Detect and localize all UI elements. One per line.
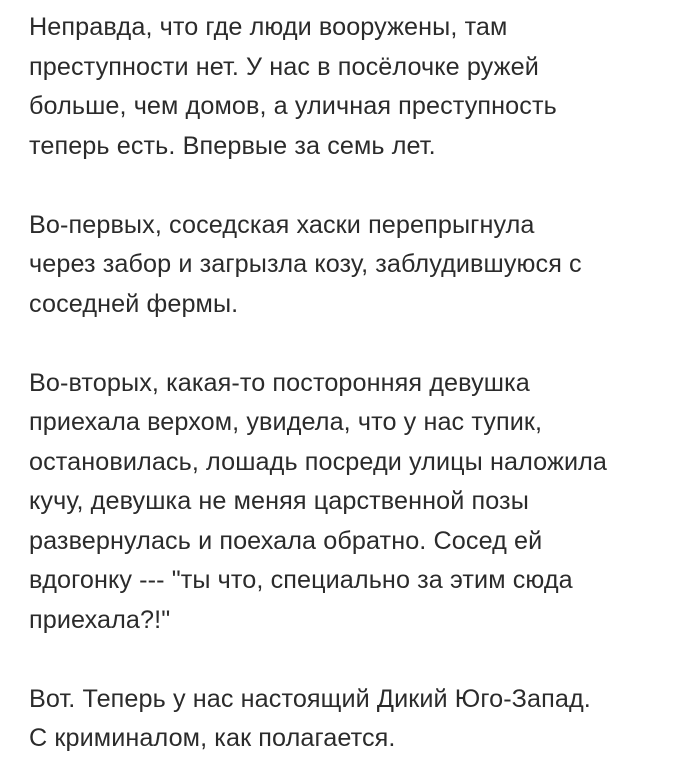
text-line: через забор и загрызла козу, заблудившуюся с [29,250,582,278]
paragraph-intro [29,8,700,166]
text-line: Неправда, что где люди вооружены, там [29,13,508,41]
text-line: преступности нет. У нас в посёлочке ружей [29,52,539,81]
text-line: теперь есть. Впервые за семь лет. [29,131,436,160]
paragraph-conclusion [29,680,700,759]
paragraph-second [29,364,700,641]
text-line: развернулась и поехала обратно. Сосед ей [29,526,543,555]
text-line: Вот. Теперь у нас настоящий Дикий Юго-Запад. [29,684,591,713]
text-line: соседней фермы. [29,289,239,318]
text-line: приехала?!" [29,605,171,634]
text-line: Во-первых, соседская хаски перепрыгнула [29,210,535,239]
text-line: больше, чем домов, а уличная преступность [29,92,557,120]
text-line: кучу, девушка не меняя царственной позы [29,487,529,515]
text-line: вдогонку --- "ты что, специально за этим сюда [29,566,573,594]
text-line: приехала верхом, увидела, что у нас тупик, [29,408,543,436]
text-line: С криминалом, как полагается. [29,724,396,752]
text-line: остановилась, лошадь посреди улицы наложила [29,447,608,476]
paragraph-first [29,206,700,325]
text-line: Во-вторых, какая-то посторонняя девушка [29,368,530,397]
